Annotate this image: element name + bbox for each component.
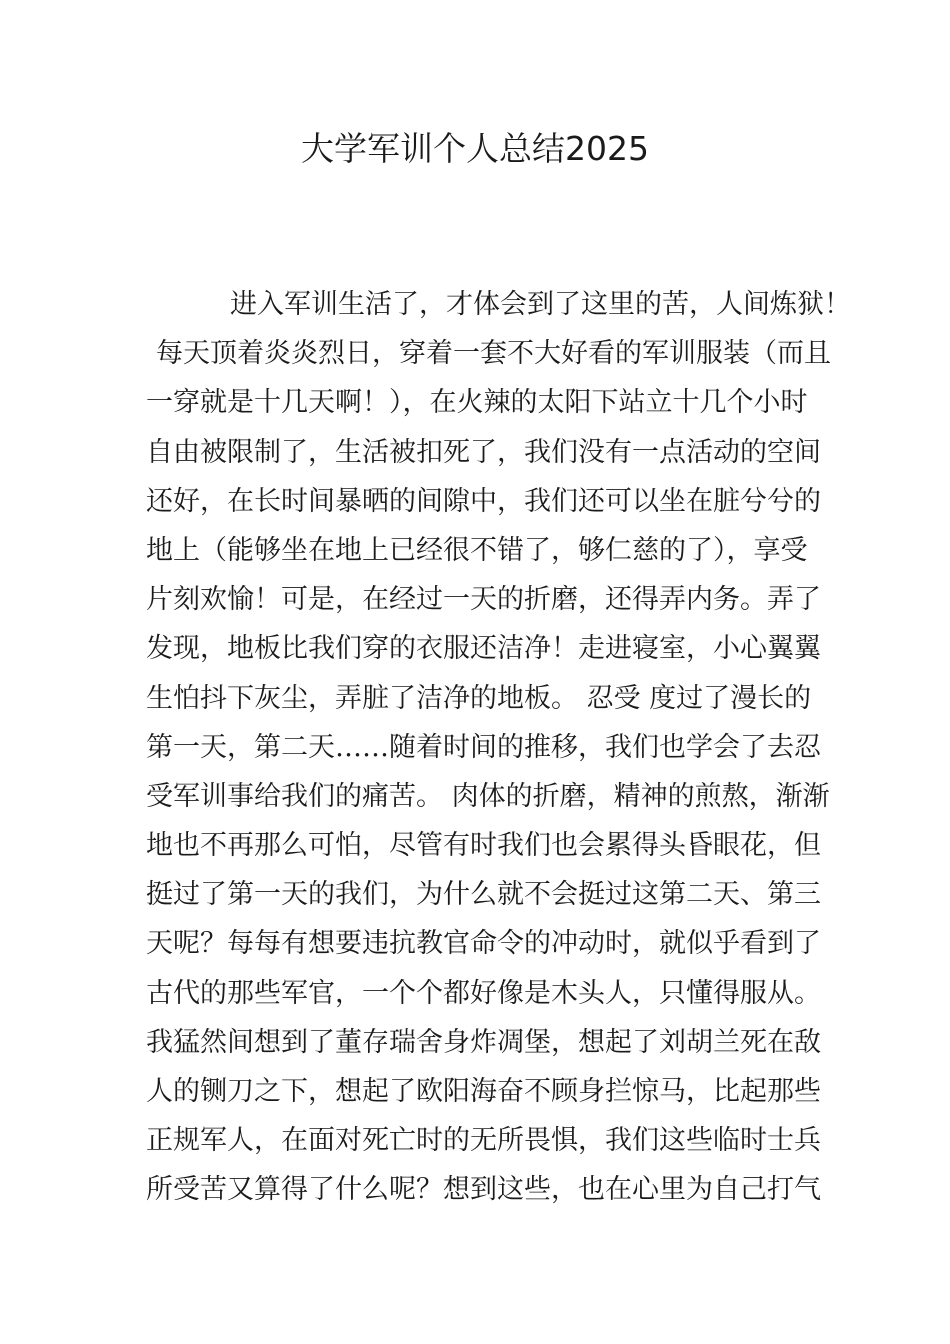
body-line: 还好，在长时间暴晒的间隙中，我们还可以坐在脏兮兮的 (146, 485, 821, 517)
body-line: 地上（能够坐在地上已经很不错了，够仁慈的了），享受 (146, 534, 808, 566)
body-line: 地也不再那么可怕，尽管有时我们也会累得头昏眼花，但 (146, 830, 821, 862)
document-title: 大学军训个人总结2025 (301, 129, 649, 168)
body-line: 生怕抖下灰尘，弄脏了洁净的地板。 忍受 度过了漫长的 (146, 682, 812, 714)
document-body (146, 280, 851, 1215)
body-line: 挺过了第一天的我们，为什么就不会挺过这第二天、第三 (146, 879, 821, 911)
body-line: 第一天，第二天……随着时间的推移，我们也学会了去忍 (146, 731, 821, 763)
body-line: 天呢？每每有想要违抗教官命令的冲动时，就似乎看到了 (146, 928, 821, 960)
body-line: 受军训事给我们的痛苦。 肉体的折磨，精神的煎熬，渐渐 (146, 780, 830, 812)
body-line: 每天顶着炎炎烈日，穿着一套不大好看的军训服装（而且 (156, 338, 831, 370)
body-line: 一穿就是十几天啊！），在火辣的太阳下站立十几个小时 (146, 387, 808, 419)
body-line: 发现，地板比我们穿的衣服还洁净！走进寝室，小心翼翼 (146, 633, 821, 665)
body-line: 我猛然间想到了董存瑞舍身炸凋堡，想起了刘胡兰死在敌 (146, 1026, 821, 1058)
body-line: 自由被限制了，生活被扣死了，我们没有一点活动的空间 (146, 436, 821, 468)
body-line: 片刻欢愉！可是，在经过一天的折磨，还得弄内务。弄了 (146, 584, 821, 616)
body-line: 正规军人，在面对死亡时的无所畏惧，我们这些临时士兵 (146, 1125, 821, 1157)
body-line: 人的铡刀之下，想起了欧阳海奋不顾身拦惊马，比起那些 (146, 1076, 821, 1107)
body-line: 进入军训生活了，才体会到了这里的苦，人间炼狱！ (230, 289, 851, 320)
body-line: 古代的那些军官，一个个都好像是木头人，只懂得服从。 (146, 977, 821, 1009)
body-line: 所受苦又算得了什么呢？想到这些，也在心里为自己打气 (146, 1174, 821, 1206)
